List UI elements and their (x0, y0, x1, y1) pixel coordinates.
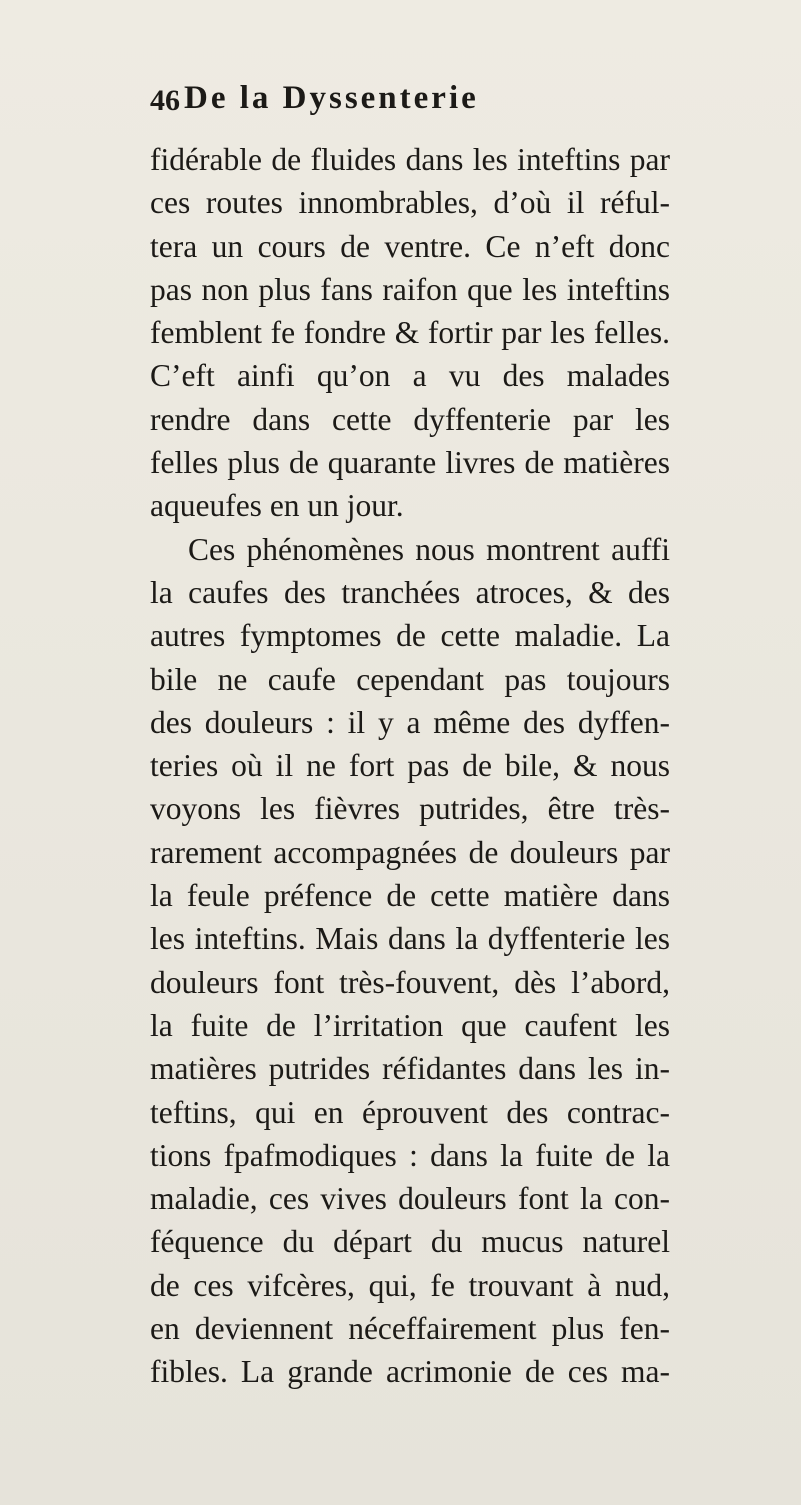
text-line: la fuite de l’irritation que caufent les (150, 1007, 670, 1043)
text-line: pas non plus fans raifon que les inteftins (150, 271, 670, 307)
text-line: féquence du départ du mucus naturel (150, 1224, 670, 1260)
text-line: C’eft ainfi qu’on a vu des malades (150, 358, 670, 394)
body-text (150, 138, 670, 1394)
text-line: en deviennent néceffairement plus fen- (150, 1311, 670, 1347)
text-line: teftins, qui en éprouvent des contrac- (150, 1094, 670, 1130)
text-line: de ces vifcères, qui, fe trouvant à nud, (150, 1267, 670, 1303)
text-line: teries où il ne fort pas de bile, & nous (150, 748, 670, 784)
page-number: 46 (150, 84, 180, 117)
text-line: femblent fe fondre & fortir par les felles. (150, 315, 670, 351)
text-line: ces routes innombrables, d’où il réful- (150, 185, 670, 221)
text-line: tions fpafmodiques : dans la fuite de la (150, 1137, 670, 1173)
text-line: rarement accompagnées de douleurs par (150, 834, 670, 870)
text-line: rendre dans cette dyffenterie par les (150, 401, 670, 437)
text-line: autres fymptomes de cette maladie. La (150, 618, 670, 654)
text-line: la caufes des tranchées atroces, & des (150, 574, 670, 610)
text-line: fibles. La grande acrimonie de ces ma- (150, 1354, 670, 1390)
running-title: De la Dyssenterie (184, 80, 479, 116)
page-header (150, 80, 670, 130)
text-line: felles plus de quarante livres de matières (150, 445, 670, 481)
text-line: douleurs font très-fouvent, dès l’abord, (150, 964, 670, 1000)
text-line: les inteftins. Mais dans la dyffenterie les (150, 921, 670, 957)
text-line: aqueufes en un jour. (150, 488, 404, 524)
text-line: fidérable de fluides dans les inteftins par (150, 142, 670, 177)
text-line: voyons les fièvres putrides, être très- (150, 791, 670, 827)
text-line: bile ne caufe cependant pas toujours (150, 661, 670, 697)
text-line: Ces phénomènes nous montrent auffi (188, 531, 670, 567)
text-line: la feule préfence de cette matière dans (150, 878, 670, 914)
text-line: maladie, ces vives douleurs font la con- (150, 1181, 670, 1217)
text-line: tera un cours de ventre. Ce n’eft donc (150, 228, 670, 264)
text-line: matières putrides réfidantes dans les in- (150, 1051, 670, 1087)
text-line: des douleurs : il y a même des dyffen- (150, 704, 670, 740)
